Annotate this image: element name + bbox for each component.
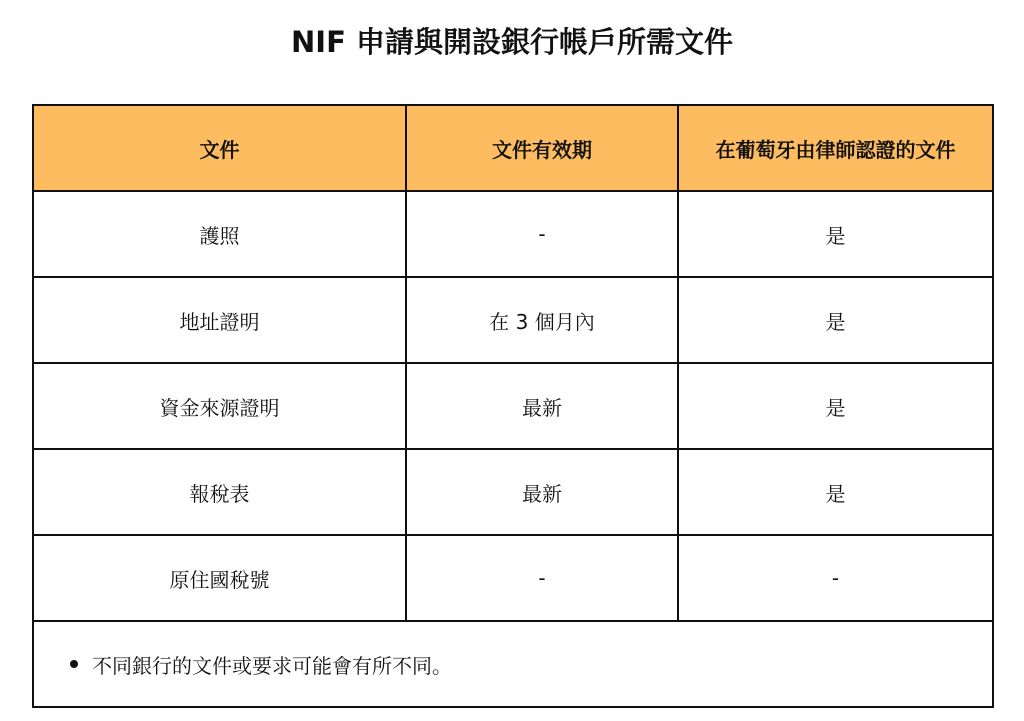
header-document: 文件	[33, 105, 406, 191]
cell-validity: 最新	[406, 363, 678, 449]
table-header-row	[33, 105, 993, 191]
cell-validity: 在 3 個月內	[406, 277, 678, 363]
cell-validity: -	[406, 535, 678, 621]
note	[34, 650, 992, 679]
cell-certified: 是	[678, 277, 993, 363]
note-cell	[33, 621, 993, 707]
page-title: NIF 申請與開設銀行帳戶所需文件	[291, 25, 733, 59]
documents-table	[32, 104, 994, 708]
cell-document: 護照	[33, 191, 406, 277]
cell-document: 報稅表	[33, 449, 406, 535]
bullet-icon	[70, 660, 78, 668]
table-row	[33, 449, 993, 535]
table-row	[33, 535, 993, 621]
cell-certified: 是	[678, 449, 993, 535]
cell-certified: 是	[678, 363, 993, 449]
header-certified: 在葡萄牙由律師認證的文件	[678, 105, 993, 191]
note-text: 不同銀行的文件或要求可能會有所不同。	[92, 653, 452, 678]
cell-document: 原住國稅號	[33, 535, 406, 621]
table-row	[33, 277, 993, 363]
header-validity: 文件有效期	[406, 105, 678, 191]
cell-document: 地址證明	[33, 277, 406, 363]
cell-validity: 最新	[406, 449, 678, 535]
note-row	[33, 621, 993, 707]
cell-document: 資金來源證明	[33, 363, 406, 449]
cell-certified: -	[678, 535, 993, 621]
cell-validity: -	[406, 191, 678, 277]
table-row	[33, 191, 993, 277]
table-row	[33, 363, 993, 449]
cell-certified: 是	[678, 191, 993, 277]
